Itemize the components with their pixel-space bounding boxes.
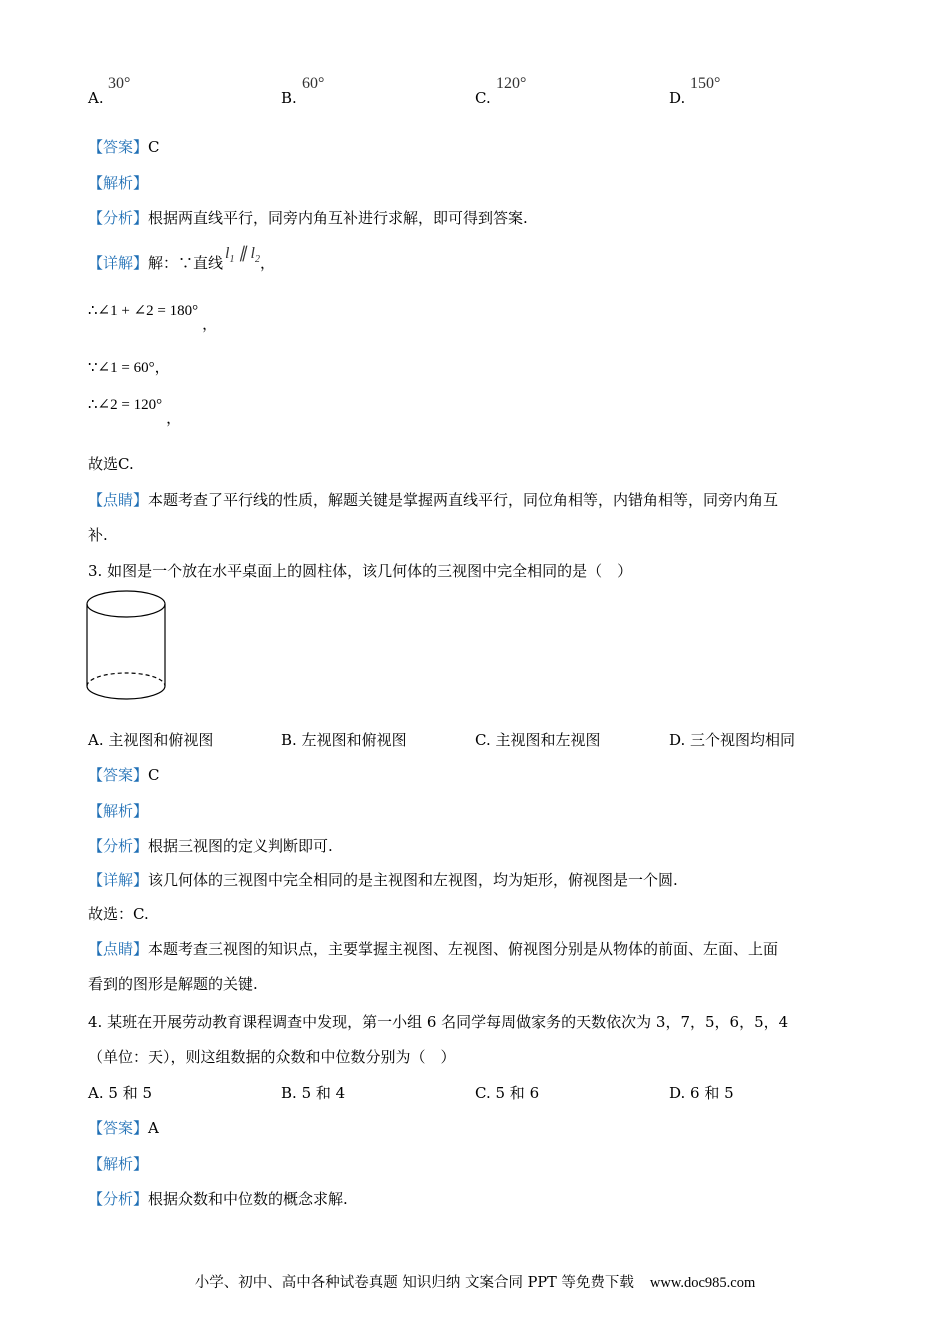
- fenxi-text: 根据众数和中位数的概念求解.: [148, 1190, 348, 1208]
- q2-option-c-value: 120°: [496, 75, 527, 92]
- q3-choose: 故选：C.: [88, 905, 149, 923]
- line-l2: l: [250, 245, 255, 262]
- line-l1: l: [225, 245, 230, 262]
- answer-value: C: [148, 766, 160, 784]
- option-letter: C.: [475, 1084, 491, 1102]
- xiangjie-tag: 【详解】: [88, 871, 149, 889]
- q2-analysis-heading: [88, 172, 148, 193]
- xiangjie-suffix: ，: [259, 254, 275, 272]
- q3-dianjing-cont: 看到的图形是解题的关键.: [88, 975, 258, 993]
- xiangjie-text: 该几何体的三视图中完全相同的是主视图和左视图，均为矩形，俯视图是一个圆.: [148, 871, 678, 889]
- step3-suffix: ，: [166, 409, 182, 427]
- q3-answer: [88, 764, 160, 785]
- q2-step3: [88, 393, 182, 427]
- q3-option-b: [281, 729, 407, 750]
- step1-formula: ∴∠1 + ∠2 = 180°: [88, 303, 199, 319]
- q2-step2: [88, 356, 170, 377]
- q3-option-d: [669, 729, 795, 750]
- page-footer: [0, 1271, 950, 1292]
- q3-fenxi: [88, 835, 333, 856]
- xiangjie-prefix: 解：∵直线: [148, 254, 224, 272]
- option-text: 主视图和俯视图: [108, 731, 214, 749]
- option-text: 6 和 5: [690, 1084, 734, 1102]
- dianjing-tag: 【点睛】: [88, 940, 149, 958]
- cylinder-top-ellipse: [87, 591, 165, 617]
- q4-analysis-heading: [88, 1153, 148, 1174]
- option-text: 主视图和左视图: [495, 731, 601, 749]
- xiangjie-tag: 【详解】: [88, 254, 149, 272]
- option-text: 5 和 6: [495, 1084, 540, 1102]
- q4-option-a: [88, 1082, 152, 1103]
- fenxi-tag: 【分析】: [88, 837, 149, 855]
- option-text: 三个视图均相同: [690, 731, 796, 749]
- answer-value: A: [148, 1119, 159, 1137]
- q4-answer: [88, 1117, 159, 1138]
- cylinder-figure: [84, 588, 170, 704]
- q3-option-a: [88, 729, 213, 750]
- option-letter: C.: [475, 731, 491, 749]
- dianjing-text: 本题考查三视图的知识点，主要掌握主视图、左视图、俯视图分别是从物体的前面、左面、上面: [148, 940, 779, 958]
- q3-dianjing: [88, 938, 778, 959]
- q4-option-b: [281, 1082, 345, 1103]
- line-l1-subscript: 1: [229, 254, 235, 265]
- step1-suffix: ，: [202, 315, 218, 333]
- fenxi-text: 根据两直线平行，同旁内角互补进行求解，即可得到答案.: [148, 209, 528, 227]
- fenxi-tag: 【分析】: [88, 209, 149, 227]
- dianjing-text: 本题考查了平行线的性质，解题关键是掌握两直线平行，同位角相等，内错角相等，同旁内角互: [148, 491, 779, 509]
- q3-stem: 3. 如图是一个放在水平桌面上的圆柱体，该几何体的三视图中完全相同的是（ ）: [88, 562, 633, 580]
- answer-tag: 【答案】: [88, 138, 149, 156]
- q2-option-b-letter: B.: [281, 89, 297, 107]
- q2-dianjing-cont: 补.: [88, 526, 108, 544]
- jiexi-tag: 【解析】: [88, 802, 149, 820]
- answer-value: C: [148, 138, 160, 156]
- option-letter: D.: [669, 731, 686, 749]
- q2-answer: [88, 136, 160, 157]
- q2-step1: [88, 299, 218, 333]
- footer-url-link[interactable]: www.doc985.com: [649, 1275, 756, 1291]
- q2-option-d-letter: D.: [669, 89, 686, 107]
- footer-text: 小学、初中、高中各种试卷真题 知识归纳 文案合同 PPT 等免费下载: [194, 1275, 634, 1291]
- option-text: 5 和 4: [301, 1084, 346, 1102]
- answer-tag: 【答案】: [88, 1119, 149, 1137]
- q2-dianjing: [88, 489, 778, 510]
- answer-tag: 【答案】: [88, 766, 149, 784]
- q4-fenxi: [88, 1188, 348, 1209]
- jiexi-tag: 【解析】: [88, 1155, 149, 1173]
- option-letter: B.: [281, 731, 297, 749]
- option-letter: A.: [88, 1084, 104, 1102]
- q2-choose: 故选C.: [88, 455, 134, 473]
- q3-option-c: [475, 729, 601, 750]
- cylinder-bottom-front: [87, 686, 165, 699]
- q2-option-c-letter: C.: [475, 89, 491, 107]
- q2-xiangjie: [88, 245, 275, 275]
- option-text: 5 和 5: [108, 1084, 153, 1102]
- q4-stem-line1: 4. 某班在开展劳动教育课程调查中发现，第一小组 6 名同学每周做家务的天数依次为 3，7，5，6，5，4: [88, 1013, 789, 1031]
- jiexi-tag: 【解析】: [88, 174, 149, 192]
- option-letter: D.: [669, 1084, 686, 1102]
- step3-formula: ∴∠2 = 120°: [88, 397, 163, 413]
- q3-analysis-heading: [88, 800, 148, 821]
- q4-stem-line2: （单位：天），则这组数据的众数和中位数分别为（ ）: [88, 1048, 456, 1066]
- step2-suffix: ，: [154, 358, 170, 376]
- q4-option-d: [669, 1082, 734, 1103]
- option-letter: B.: [281, 1084, 297, 1102]
- option-text: 左视图和俯视图: [301, 731, 407, 749]
- q3-xiangjie: [88, 869, 678, 890]
- parallel-symbol: ∥: [238, 245, 247, 262]
- q2-option-b-value: 60°: [302, 75, 325, 92]
- option-letter: A.: [88, 731, 104, 749]
- line-l2-subscript: 2: [254, 254, 260, 265]
- fenxi-text: 根据三视图的定义判断即可.: [148, 837, 333, 855]
- q2-option-a-letter: A.: [88, 89, 104, 107]
- q2-option-d-value: 150°: [690, 75, 721, 92]
- q2-fenxi: [88, 207, 528, 228]
- dianjing-tag: 【点睛】: [88, 491, 149, 509]
- q2-option-a-value: 30°: [108, 75, 131, 92]
- cylinder-bottom-back-dashed: [87, 673, 165, 686]
- fenxi-tag: 【分析】: [88, 1190, 149, 1208]
- q4-option-c: [475, 1082, 539, 1103]
- step2-formula: ∵∠1 = 60°: [88, 360, 155, 376]
